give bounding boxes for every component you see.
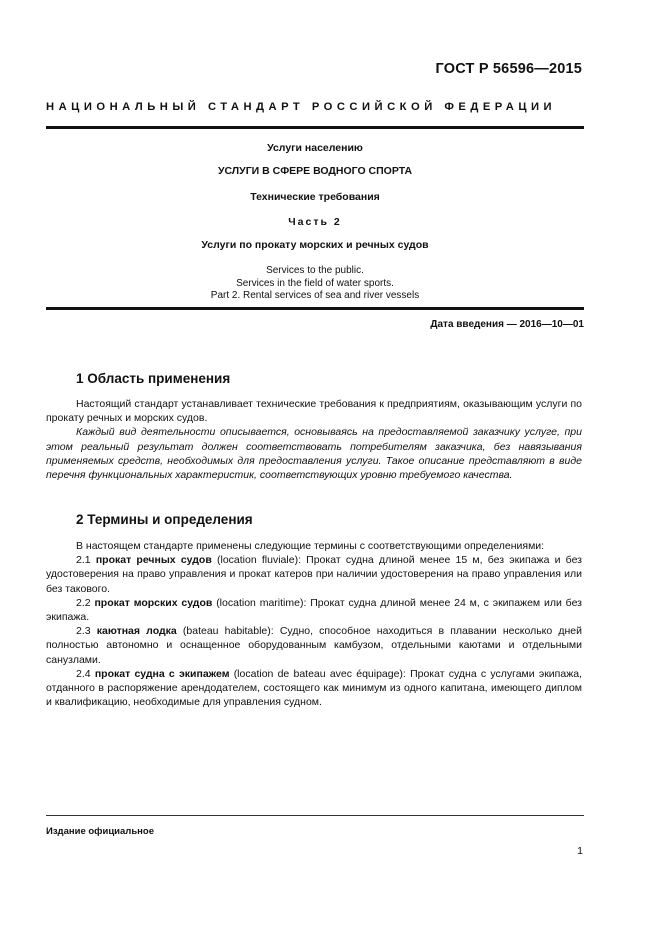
english-title-line: Part 2. Rental services of sea and river vessels	[210, 290, 420, 301]
standard-technical-title: Технические требования	[250, 191, 380, 203]
standard-number: ГОСТ Р 56596—2015	[435, 61, 582, 77]
page-number: 1	[577, 845, 583, 857]
term-definition: (location fluviale): Прокат судна длиной менее 15 м, без экипажа и без удостоверения на право управления и прокат катеров при наличии удостоверения на право управления или без такового.	[46, 554, 582, 595]
english-title-line: Services in the field of water sports.	[236, 277, 394, 289]
introduction-date: Дата введения — 2016—10—01	[430, 319, 584, 330]
standard-subtitle: Услуги по прокату морских и речных судов	[201, 239, 429, 251]
standard-group-title: Услуги населению	[267, 142, 363, 154]
section-1-paragraph: Настоящий стандарт устанавливает технические требования к предприятиям, оказывающим услуги по прокату речных и морских судов.	[46, 398, 582, 425]
term-entry	[46, 553, 582, 596]
term-number: 2.2	[76, 596, 91, 609]
english-title-block	[46, 265, 584, 303]
term-definition: (location maritime): Прокат судна длиной менее 24 м, с экипажем или без экипажа.	[46, 596, 582, 624]
title-rule	[46, 307, 584, 310]
section-2-intro: В настоящем стандарте применены следующие термины с соответствующими определениями:	[76, 540, 545, 552]
term-name: прокат речных судов	[95, 554, 212, 567]
section-1-heading: 1 Область применения	[76, 371, 231, 386]
section-1-body	[46, 397, 582, 482]
term-number: 2.3	[76, 625, 91, 638]
footer-rule	[46, 815, 584, 816]
section-2-heading: 2 Термины и определения	[76, 512, 253, 527]
header-rule	[46, 126, 584, 129]
official-edition-label: Издание официальное	[46, 826, 154, 837]
term-entry	[46, 596, 582, 624]
national-standard-banner: НАЦИОНАЛЬНЫЙ СТАНДАРТ РОССИЙСКОЙ ФЕДЕРАЦИИ	[46, 101, 557, 113]
term-definition: (location de bateau avec équipage): Прокат судна с услугами экипажа, отданного в распоряжение арендодателем, состоящего как минимум из одного капитана, имеющего диплом и квалификацию, необходимые для управления судном.	[46, 667, 582, 709]
term-entry	[46, 667, 582, 710]
standard-main-title: УСЛУГИ В СФЕРЕ ВОДНОГО СПОРТА	[217, 165, 413, 177]
section-2-body	[46, 539, 582, 709]
term-number: 2.1	[76, 554, 91, 567]
english-title-line: Services to the public.	[266, 265, 364, 276]
term-name: прокат морских судов	[94, 596, 213, 609]
standard-part-title: Часть 2	[288, 216, 342, 228]
term-entry	[46, 624, 582, 667]
term-definition: (bateau habitable): Судно, способное находиться в плавании несколько дней полностью автономно и оснащенное оборудованным камбузом, отдельными каютами и отдельными санузлами.	[46, 625, 582, 666]
term-name: прокат судна с экипажем	[94, 667, 230, 680]
section-1-paragraph-italic: Каждый вид деятельности описывается, основываясь на предоставляемой заказчику услуге, при этом реальный результат должен соответствовать потребителям заказчика, без навязывания применяемых средств, необходимых для предоставления услуги. Такое описание представляют в виде перечня функциональных характеристик, соответствующих уровню требуемого качества.	[46, 426, 582, 482]
term-name: каютная лодка	[96, 625, 177, 638]
term-number: 2.4	[76, 667, 91, 680]
